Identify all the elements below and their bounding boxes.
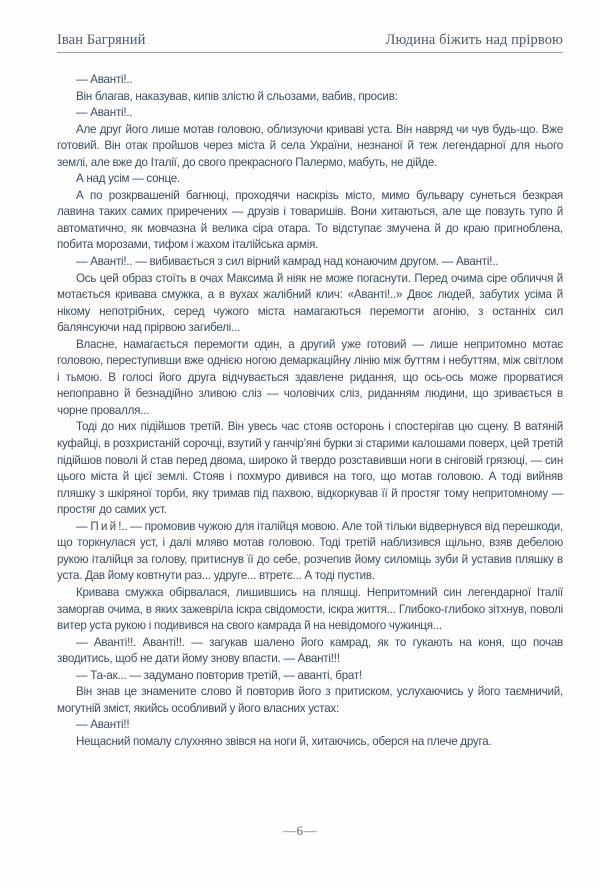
paragraph: — Аванті!.. — вибивається з сил вірний камрад над конаючим другом. — Аванті!.. <box>76 255 499 269</box>
page-number: —6— <box>283 823 317 838</box>
paragraph: Ось цей образ стоїть в очах Максима й ніяк не може погаснути. Перед очима сіре обличчя й мотається кривава смужка, а в вухах жалібний клич: «Аванті!..» Двоє людей, забутих усіма й нікому непотрібних, серед чужого міста намагаються перемогти агонію, з останніх сил балянсуючи над прірвою загибелі... <box>57 271 563 335</box>
paragraph: — Пий!.. — промовив чужою для італійця мовою. Але той тільки відвернувся від перешкоди, що торкнулася уст, і далі мляво мотав головою. Тоді третій наблизився щільно, взяв дебелою рукою італійця за голову, притиснув її до себе, розчепив йому силоміць зуби й уставив пляшку в уста. Дав йому ковтнути раз... удруге... втретє... А тоді пустив. <box>57 519 563 583</box>
body-text-column <box>57 72 563 750</box>
paragraph: Власне, намагається перемогти один, а другий уже готовий — лише непритомно мотає головою, переступивши вже однією ногою демаркаційну лінію між буттям і небуттям, між світлом і тьмою. В голосі його друга відчувається здавлене ридання, що ось-ось може прорватися непоправно й безнадійно зливою сліз — чоловічих сліз, риданням людини, що зривається в чорне провалля... <box>57 337 563 417</box>
paragraph: Він благав, наказував, кипів злістю й сльозами, вабив, просив: <box>76 89 398 103</box>
running-head-author: Іван Багряний <box>57 32 146 48</box>
paragraph: Він знав це знамените слово й повторив його з притиском, услухаючись у його таємничий, могутній зміст, якийсь особливий у його власних устах: <box>57 685 563 715</box>
paragraph: Нещасний помалу слухняно звівся на ноги й, хитаючись, оберся на плече друга. <box>76 734 492 748</box>
running-head <box>57 33 563 53</box>
paragraph: — Аванті!! <box>76 718 130 732</box>
paragraph: Тоді до них підійшов третій. Він увесь час стояв осторонь і спостерігав цю сцену. В ватяній куфайці, в розхристаній сорочці, взутий у ганчір’яні бурки зі старими калошами поверх, цей третій підійшов поволі й став перед двома, широко й твердо розставивши ноги в сніговій грязюці, — син цього міста й цієї землі. Стояв і похмуро дивився на того, що мотав головою. А тоді вийняв пляшку з шкіряної торби, яку тримав під пахвою, відкоркував її й простяг тому непритомному — простяг до самих уст. <box>57 420 563 517</box>
paragraph: Але друг його лише мотав головою, облизуючи криваві уста. Він навряд чи чув будь-що. Вже готовий. Він отак пройшов через міста й села України, незнаної й теж легендарної для нього землі, але вже до Італії, до свого прекрасного Палермо, мабуть, не дійде. <box>57 122 563 169</box>
paragraph: — Аванті!.. <box>76 73 133 86</box>
running-head-title: Людина біжить над прірвою <box>385 32 563 48</box>
paragraph: — Та-ак... — задумано повторив третій, — аванті, брат! <box>76 668 362 682</box>
paragraph: — Аванті!!. Аванті!!. — загукав шалено його камрад, як то гукають на коня, що почав зводитись, щоб не дати йому знову впасти. — Аванті!!! <box>57 635 563 666</box>
paragraph: Кривава смужка обірвалася, лишившись на пляшці. Непритомний син легендарної Італії заморгав очима, в яких зажевріла іскра свідомости, іскра життя... Глибоко-глибоко зітхнув, поволі витер уста рукою і подивився на свого камрада й на невідомого чужинця... <box>57 585 563 633</box>
letterspaced-emphasis: Пий <box>90 519 119 533</box>
paragraph: — Аванті!.. <box>76 106 133 120</box>
paragraph: А над усім — сонце. <box>76 172 181 186</box>
paragraph: А по розкрвашеній багнюці, проходячи наскрізь місто, мимо бульвару сунеться безкрая лавина таких самих приречених — друзів і товаришів. Вони хитаються, але ще повзуть тупо й автоматично, як мовчазна й велика сіра отара. То відступає змучена й до краю пригноблена, побита морозами, тифом і жахом італійська армія. <box>57 188 563 252</box>
